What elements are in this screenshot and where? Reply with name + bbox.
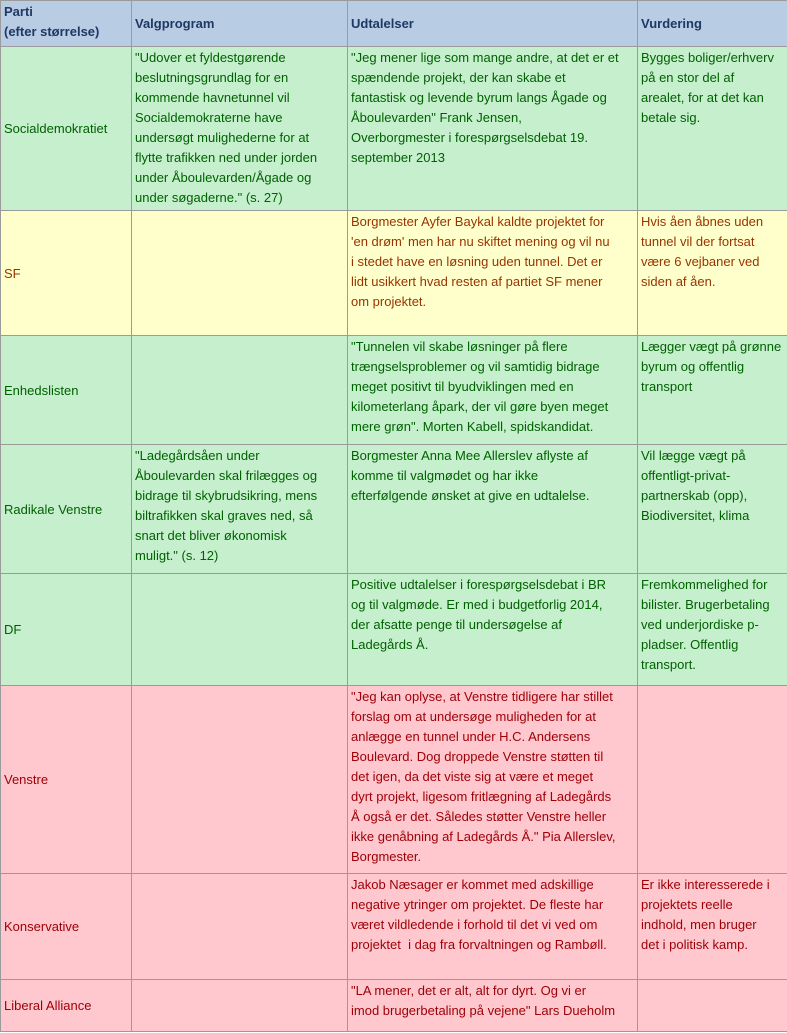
cell-udtalelser: Borgmester Ayfer Baykal kaldte projektet for 'en drøm' men har nu skiftet mening og vil nu i stedet have en løsning uden tunnel. Det er lidt usikkert hvad resten af partiet SF mener om projektet. [348,211,638,336]
cell-valgprogram [132,574,348,686]
cell-valgprogram [132,211,348,336]
cell-vurdering: Er ikke interesserede i projektets reelle indhold, men bruger det i politisk kamp. [638,874,787,980]
cell-parti: SF [1,211,132,336]
cell-udtalelser: "LA mener, det er alt, alt for dyrt. Og vi er imod brugerbetaling på vejene" Lars Dueholm [348,980,638,1032]
cell-parti: Konservative [1,874,132,980]
cell-vurdering: Lægger vægt på grønne byrum og offentlig transport [638,336,787,445]
table-row [1,47,787,211]
cell-parti: Radikale Venstre [1,445,132,574]
table-row [1,445,787,574]
table-row [1,336,787,445]
cell-parti: Socialdemokratiet [1,47,132,211]
cell-parti: Liberal Alliance [1,980,132,1032]
cell-valgprogram: "Udover et fyldestgørende beslutningsgrundlag for en kommende havnetunnel vil Socialdemokraterne have undersøgt mulighederne for at flytte trafikken ned under jorden under Åboulevarden/Ågade og under søgaderne." (s. 27) [132,47,348,211]
cell-udtalelser: "Jeg kan oplyse, at Venstre tidligere har stillet forslag om at undersøge muligheden for at anlægge en tunnel under H.C. Andersens Boulevard. Dog droppede Venstre støtten til det igen, da det viste sig at være et meget dyrt projekt, ligesom fritlægning af Ladegårds Å også er det. Således støtter Venstre heller ikke genåbning af Ladegårds Å." Pia Allerslev, Borgmester. [348,686,638,874]
table-row [1,686,787,874]
table-row [1,980,787,1032]
table-row [1,874,787,980]
cell-vurdering: Fremkommelighed for bilister. Brugerbetaling ved underjordiske p- pladser. Offentlig transport. [638,574,787,686]
header-row [1,1,787,47]
cell-parti: Enhedslisten [1,336,132,445]
cell-valgprogram [132,686,348,874]
cell-vurdering [638,686,787,874]
column-header-vurdering: Vurdering [638,1,787,47]
table-row [1,574,787,686]
table-row [1,211,787,336]
cell-valgprogram: "Ladegårdsåen under Åboulevarden skal frilægges og bidrage til skybrudsikring, mens biltrafikken skal graves ned, så snart det bliver økonomisk muligt." (s. 12) [132,445,348,574]
cell-valgprogram [132,336,348,445]
cell-vurdering: Bygges boliger/erhverv på en stor del af arealet, for at det kan betale sig. [638,47,787,211]
cell-valgprogram [132,874,348,980]
cell-udtalelser: Jakob Næsager er kommet med adskillige negative ytringer om projektet. De fleste har været vildledende i forhold til det vi ved om projektet i dag fra forvaltningen og Rambøll. [348,874,638,980]
column-header-valgprogram: Valgprogram [132,1,348,47]
cell-parti: DF [1,574,132,686]
cell-udtalelser: Borgmester Anna Mee Allerslev aflyste af komme til valgmødet og har ikke efterfølgende ønsket at give en udtalelse. [348,445,638,574]
column-header-udtalelser: Udtalelser [348,1,638,47]
cell-vurdering: Vil lægge vægt på offentligt-privat- partnerskab (opp), Biodiversitet, klima [638,445,787,574]
column-header-parti: Parti (efter størrelse) [1,1,132,47]
cell-udtalelser: "Jeg mener lige som mange andre, at det er et spændende projekt, der kan skabe et fantastisk og levende byrum langs Ågade og Åboulevarden" Frank Jensen, Overborgmester i forespørgselsdebat 19. september 2013 [348,47,638,211]
cell-vurdering: Hvis åen åbnes uden tunnel vil der fortsat være 6 vejbaner ved siden af åen. [638,211,787,336]
cell-udtalelser: "Tunnelen vil skabe løsninger på flere trængselsproblemer og vil samtidig bidrage meget positivt til byudviklingen med en kilometerlang åpark, der vil gøre byen meget mere grøn". Morten Kabell, spidskandidat. [348,336,638,445]
cell-vurdering [638,980,787,1032]
cell-valgprogram [132,980,348,1032]
cell-parti: Venstre [1,686,132,874]
cell-udtalelser: Positive udtalelser i forespørgselsdebat i BR og til valgmøde. Er med i budgetforlig 2014, der afsatte penge til undersøgelse af Ladegårds Å. [348,574,638,686]
